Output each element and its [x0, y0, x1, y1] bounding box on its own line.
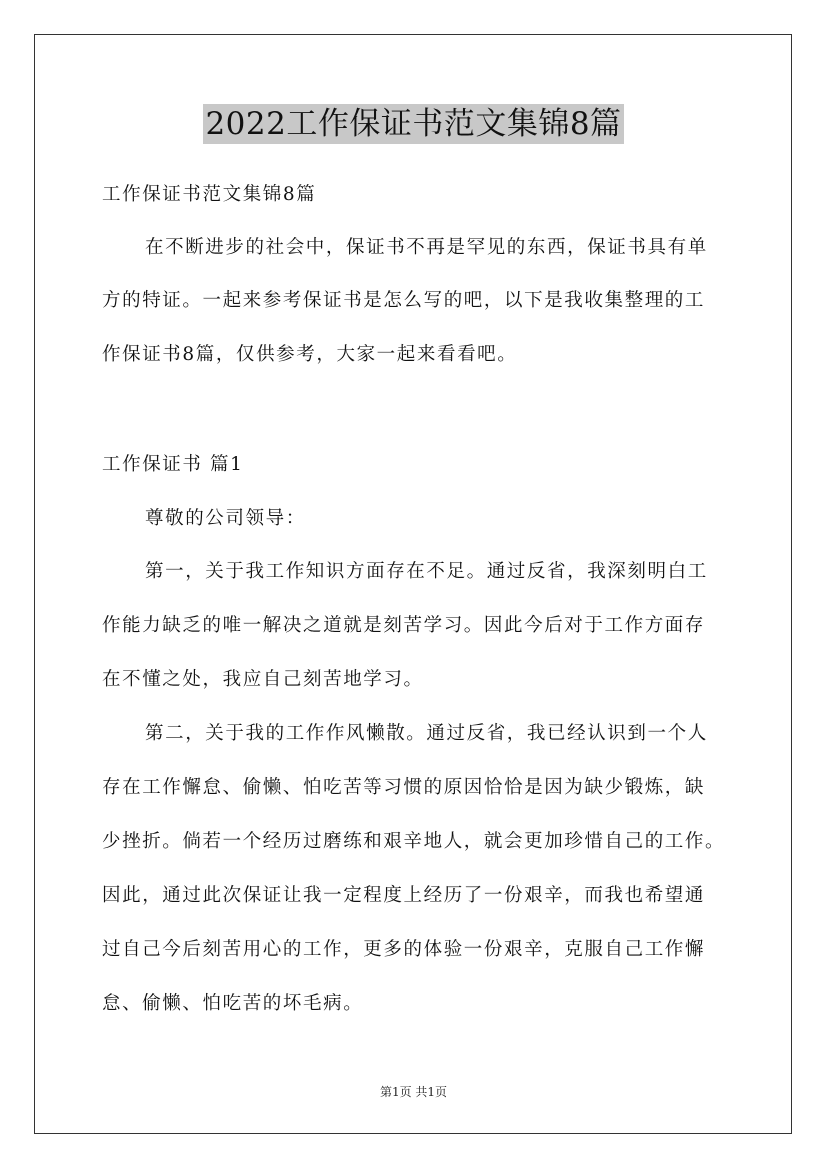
document-subtitle: 工作保证书范文集锦8篇: [102, 184, 317, 205]
paragraph-line: 作能力缺乏的唯一解决之道就是刻苦学习。因此今后对于工作方面存: [102, 615, 706, 636]
intro-line: 作保证书8篇，仅供参考，大家一起来看看吧。: [102, 344, 518, 365]
paragraph-line: 存在工作懈怠、偷懒、怕吃苦等习惯的原因恰恰是因为缺少锻炼，缺: [102, 777, 706, 798]
intro-line: 在不断进步的社会中，保证书不再是罕见的东西，保证书具有单: [145, 237, 708, 258]
paragraph-line: 第一，关于我工作知识方面存在不足。通过反省，我深刻明白工: [145, 561, 708, 582]
intro-line: 方的特证。一起来参考保证书是怎么写的吧，以下是我收集整理的工: [102, 290, 706, 311]
page-number-footer: 第1页 共1页: [379, 1085, 448, 1099]
paragraph-line: 因此，通过此次保证让我一定程度上经历了一份艰辛，而我也希望通: [102, 885, 706, 906]
paragraph-line: 少挫折。倘若一个经历过磨练和艰辛地人，就会更加珍惜自己的工作。: [102, 831, 726, 852]
paragraph-line: 过自己今后刻苦用心的工作，更多的体验一份艰辛，克服自己工作懈: [102, 939, 706, 960]
section-heading: 工作保证书 篇1: [102, 454, 244, 475]
title-container: [0, 104, 827, 144]
document-title: 2022工作保证书范文集锦8篇: [205, 106, 622, 142]
paragraph-line: 怠、偷懒、怕吃苦的坏毛病。: [102, 993, 364, 1014]
paragraph-line: 在不懂之处，我应自己刻苦地学习。: [102, 669, 424, 690]
paragraph-line: 第二，关于我的工作作风懒散。通过反省，我已经认识到一个人: [145, 723, 708, 744]
salutation: 尊敬的公司领导：: [145, 508, 306, 529]
